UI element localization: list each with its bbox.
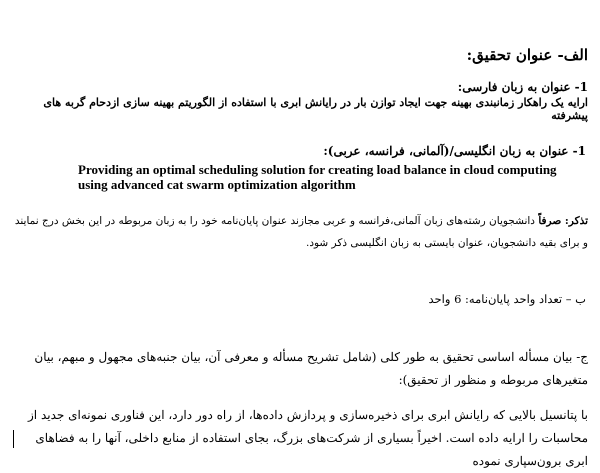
note-text: دانشجویان رشته‌های زبان آلمانی،فرانسه و عربی مجازند عنوان پایان‌نامه خود را به زبان مربوطه در این بخش درج نمایند و برای بقیه دانشجویان، عنوان بایستی به زبان انگلیسی ذکر شود.	[14, 215, 588, 249]
persian-title: ارایه یک راهکار زمانبندی بهینه جهت ایجاد توازن بار در رایانش ابری با استفاده از الگوریتم بهینه سازی ازدحام گربه های پیشرفته	[43, 96, 588, 122]
section-a-heading: الف- عنوان تحقیق:	[466, 46, 588, 64]
english-title: Providing an optimal scheduling solution for creating load balance in cloud computing using advanced cat swarm optimization algorithm	[78, 162, 557, 192]
problem-statement-heading: ج- بیان مسأله اساسی تحقیق به طور کلی (شامل تشریح مسأله و معرفی آن، بیان جنبه‌های مجهول و مبهم، بیان متغیرهای مربوطه و منظور از تحقیق):	[34, 350, 588, 387]
note-label: تذکر: صرفاً	[538, 215, 588, 227]
text-cursor	[13, 430, 14, 448]
persian-title-label: 1- عنوان به زبان فارسی:	[457, 80, 588, 94]
thesis-units: ب – تعداد واحد پایان‌نامه: 6 واحد	[428, 292, 586, 306]
note-paragraph	[8, 210, 588, 254]
foreign-title-label: 1- عنوان به زبان انگلیسی/(آلمانی، فرانسه، عربی):	[323, 144, 586, 158]
problem-statement-body[interactable]: با پتانسیل بالایی که رایانش ابری برای ذخیره‌سازی و پردازش داده‌ها، از راه دور دارد، این فناوری نمونه‌ای جدید از محاسبات را ارایه داده است. اخیراً بسیاری از شرکت‌های بزرگ، بجای استفاده از منابع داخلی، آنها را به فضاهای ابری برون‌سپاری نموده‌	[28, 408, 588, 468]
